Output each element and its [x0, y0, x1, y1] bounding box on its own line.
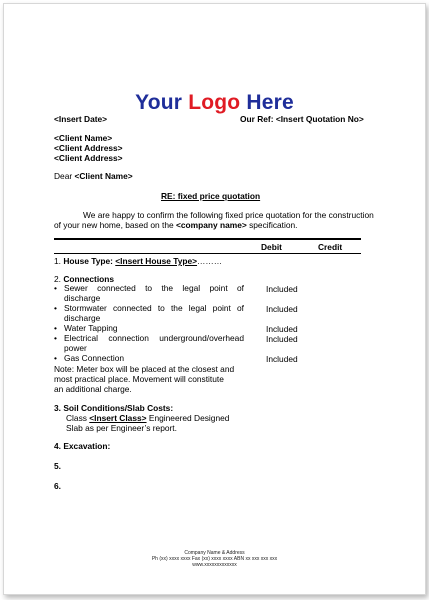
item-5: 5. [54, 461, 61, 471]
logo-word-logo: Logo [188, 91, 241, 114]
salutation-prefix: Dear [54, 171, 75, 181]
intro-line-2 [54, 220, 298, 230]
item-3-number: 3. [54, 403, 64, 413]
connection-description [64, 334, 244, 353]
company-name-placeholder: <company name> [175, 220, 247, 230]
client-name: <Client Name> [54, 133, 113, 143]
item-1-number: 1. [54, 256, 64, 266]
debit-included: Included [266, 334, 298, 344]
meter-note-line-3: an additional charge. [54, 384, 132, 394]
bullet-icon: • [54, 333, 57, 343]
table-top-rule [54, 238, 361, 240]
class-suffix: Engineered Designed [146, 413, 230, 423]
item-1-leader: ……… [197, 256, 223, 266]
connection-line-1: Electrical connection underground/overhead [64, 333, 244, 343]
item-house-type [54, 256, 222, 266]
footer-contact: Ph (xx) xxxx xxxx Fax (xx) xxxx xxxx ABN xx xxx xxx xxx [151, 556, 278, 562]
item-4-number: 4. [54, 441, 64, 451]
connection-line-1: Stormwater connected to the legal point of [64, 303, 244, 313]
ref-label: Our Ref: [240, 114, 276, 124]
subject-line: RE: fixed price quotation [161, 191, 261, 201]
salutation [54, 171, 133, 181]
intro-text-c: specification. [246, 220, 298, 230]
connection-description [64, 304, 244, 323]
client-address-2: <Client Address> [54, 153, 123, 163]
item-3-label: Soil Conditions/Slab Costs: [63, 403, 174, 413]
connection-line-1: Sewer connected to the legal point of [64, 283, 244, 293]
item-4-label: Excavation: [63, 441, 111, 451]
debit-included: Included [266, 324, 298, 334]
salutation-name: <Client Name> [74, 171, 133, 181]
house-type-placeholder: <Insert House Type> [115, 256, 198, 266]
soil-class-line [66, 413, 229, 423]
intro-text-a: of your new home, based on the [54, 220, 176, 230]
debit-included: Included [266, 284, 298, 294]
soil-class-line-2: Slab as per Engineer’s report. [66, 423, 177, 433]
item-1-label: House Type: [63, 256, 116, 266]
logo-word-your: Your [135, 91, 183, 114]
item-6: 6. [54, 481, 61, 491]
connection-line-2: discharge [64, 292, 101, 303]
document-page [3, 3, 426, 595]
logo-word-here: Here [246, 91, 294, 114]
client-address-1: <Client Address> [54, 143, 123, 153]
class-placeholder: <Insert Class> [89, 413, 147, 423]
connection-line-2: discharge [64, 312, 101, 323]
item-2-number: 2. [54, 274, 64, 284]
intro-line-1: We are happy to confirm the following fixed price quotation for the construction [83, 210, 374, 220]
connection-description [64, 284, 244, 303]
footer-company: Company Name & Address [184, 550, 245, 556]
connection-line-1: Gas Connection [64, 353, 125, 363]
item-soil-conditions [54, 403, 173, 413]
bullet-icon: • [54, 353, 57, 363]
bullet-icon: • [54, 323, 57, 333]
item-2-label: Connections [63, 274, 115, 284]
debit-included: Included [266, 304, 298, 314]
class-prefix: Class [66, 413, 90, 423]
debit-included: Included [266, 354, 298, 364]
connection-description [64, 354, 244, 364]
item-excavation [54, 441, 110, 451]
connection-line-1: Water Tapping [64, 323, 118, 333]
meter-note-line-1: Note: Meter box will be placed at the closest and [54, 364, 235, 374]
insert-date: <Insert Date> [54, 114, 108, 124]
logo-placeholder [4, 91, 425, 115]
quotation-reference [240, 114, 364, 124]
bullet-icon: • [54, 283, 57, 293]
credit-header: Credit [318, 242, 343, 252]
ref-value: <Insert Quotation No> [275, 114, 364, 124]
connection-line-2: power [64, 342, 87, 353]
debit-header: Debit [261, 242, 282, 252]
table-header-rule [54, 253, 361, 254]
bullet-icon: • [54, 303, 57, 313]
meter-note-line-2: most practical place. Movement will constitute [54, 374, 224, 384]
footer-website: www.xxxxxxxxxxxxx [192, 562, 237, 568]
